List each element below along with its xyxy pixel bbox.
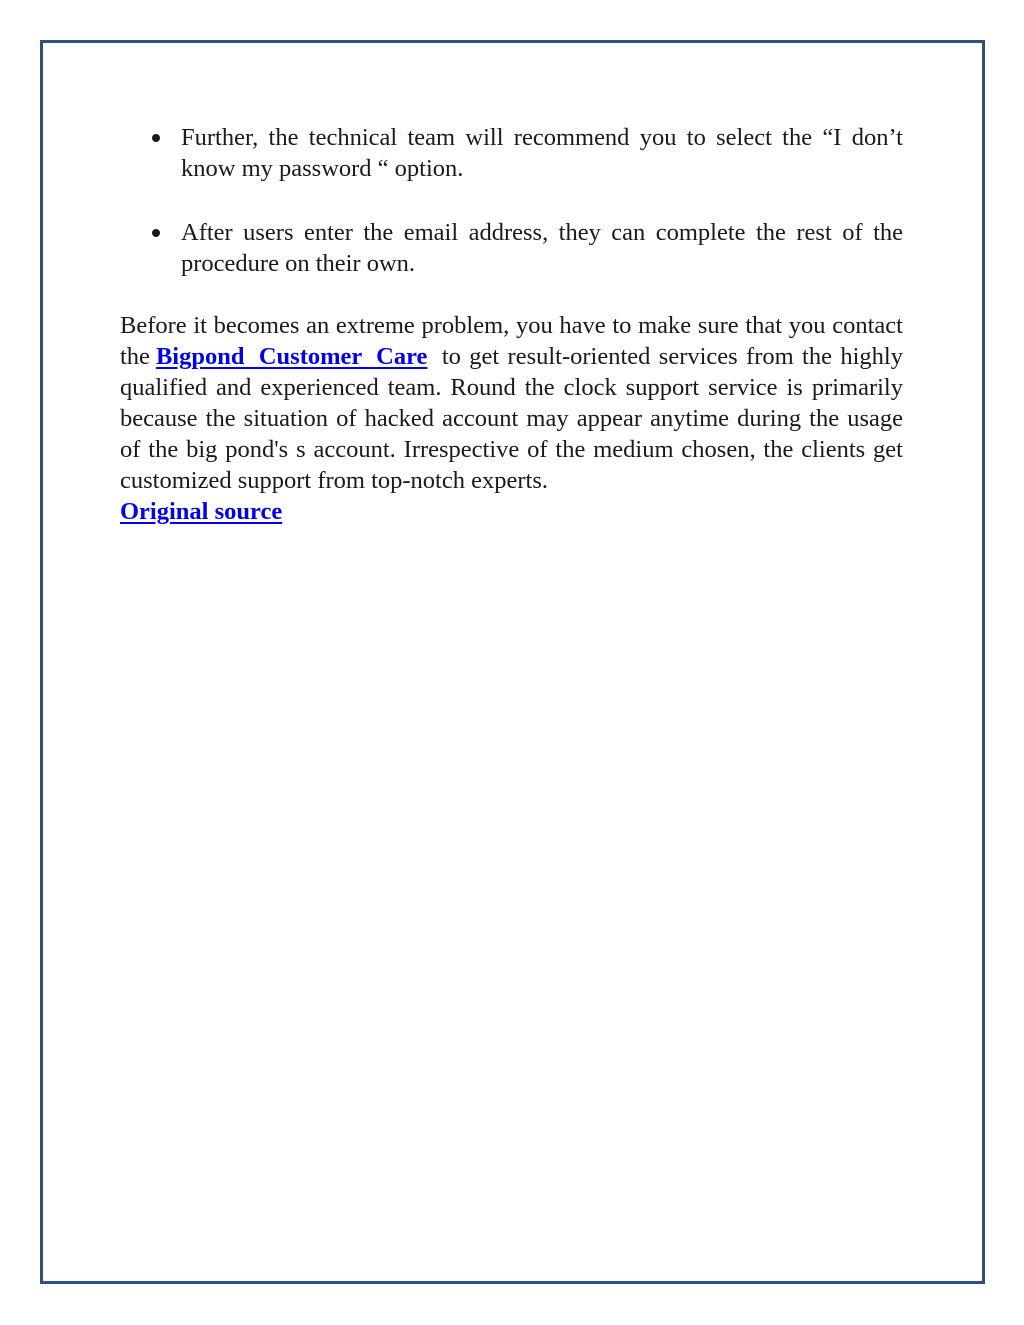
bigpond-customer-care-link[interactable]: Bigpond Customer Care	[155, 343, 428, 370]
bullet-text: Further, the technical team will recommend you to select the “I don’t know my password “ option.	[181, 124, 903, 182]
paragraph-text-before-link: Before it becomes an extreme problem, you have to make sure that you contact the	[120, 312, 903, 370]
paragraph-text-after-link: to get result-oriented services from the highly qualified and experienced team. Round the clock support service is primarily because the situation of hacked account may appear anytime during the usage of the big pond's s account. Irrespective of the medium chosen, the clients get customized support from top-notch experts.	[120, 343, 903, 494]
list-item	[120, 122, 903, 184]
bullet-list	[120, 122, 903, 279]
bullet-icon	[152, 134, 160, 142]
list-item	[120, 217, 903, 279]
bullet-icon	[152, 229, 160, 237]
original-source-link[interactable]: Original source	[120, 498, 283, 525]
body-paragraph	[120, 310, 903, 496]
document-body	[120, 122, 903, 527]
bullet-text: After users enter the email address, they can complete the rest of the procedure on their own.	[181, 219, 903, 277]
